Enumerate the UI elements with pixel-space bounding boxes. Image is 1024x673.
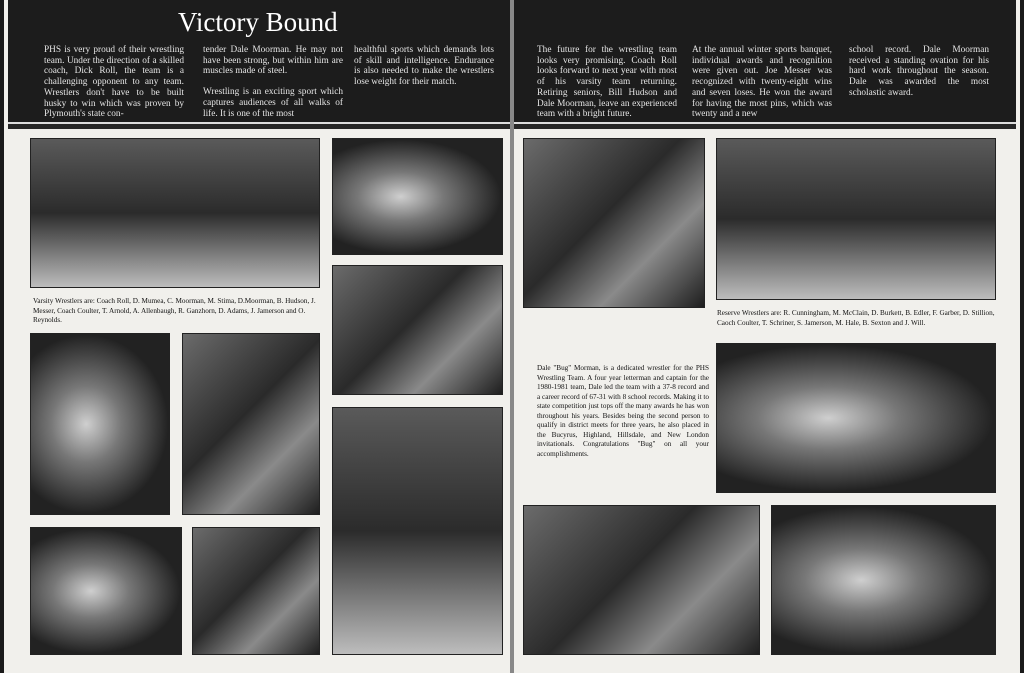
wrestling-photo	[771, 505, 996, 655]
wrestling-photo	[30, 527, 182, 655]
intro-paragraph: Wrestling is an exciting sport which captures audiences of all walks of life. It is one of the most	[203, 87, 343, 119]
intro-column-1: PHS is very proud of their wrestling team. Under the direction of a skilled coach, Dick Roll, the team is a challenging opponent to any team. Wrestlers don't have to be built husky to win which was proven by Plymouth's state con-	[44, 45, 184, 120]
reserve-caption: Reserve Wrestlers are: R. Cunningham, M. McClain, D. Burkett, B. Edler, F. Garber, D. Stillion, Caoch Coulter, T. Schriner, S. Jamerson, M. Hale, B. Sexton and J. Will.	[717, 309, 995, 327]
wrestling-photo	[192, 527, 320, 655]
wrestling-photo	[332, 407, 503, 655]
wrestling-photo	[182, 333, 320, 515]
dale-portrait-photo	[523, 138, 705, 308]
varsity-caption: Varsity Wrestlers are: Coach Roll, D. Mumea, C. Moorman, M. Stima, D.Moorman, B. Hudson, J. Messer, Coach Coulter, T. Arnold, A. Allenbaugh, R. Ganzhorn, D. Adams, J. Jamerson and O. Reynolds.	[33, 297, 316, 324]
reserve-team-photo	[716, 138, 996, 300]
varsity-team-photo	[30, 138, 320, 288]
summary-column-3: school record. Dale Moorman received a standing ovation for his hard work throughout the season. Dale was awarded the most scholastic award.	[849, 45, 989, 98]
right-header-rule	[514, 122, 1016, 129]
bench-photo	[332, 265, 503, 395]
left-header-rule	[8, 122, 510, 129]
summary-column-1: The future for the wrestling team looks very promising. Coach Roll looks forward to next year with most of his varsity team returning. Retiring seniors, Bill Hudson and Dale Moorman, leave an experienced team with a bright future.	[537, 45, 677, 120]
intro-column-3: healthful sports which demands lots of skill and intelligence. Endurance is also needed to make the wrestlers lose weight for their match.	[354, 45, 494, 88]
page-title: Victory Bound	[178, 7, 338, 37]
intro-paragraph: tender Dale Moorman. He may not have been strong, but within him are muscles made of steel.	[203, 45, 343, 77]
wrestling-photo	[523, 505, 760, 655]
summary-column-2: At the annual winter sports banquet, individual awards and recognition were given out. Joe Messer was recognized with twenty-eight wins and seven loses. He won the award for having the most pins, which was twenty and a new	[692, 45, 832, 120]
wrestling-photo	[30, 333, 170, 515]
wrestling-photo	[716, 343, 996, 493]
wrestling-photo	[332, 138, 503, 255]
intro-column-2	[203, 45, 343, 119]
dale-caption: Dale "Bug" Morman, is a dedicated wrestler for the PHS Wrestling Team. A four year letterman and captain for the 1980-1981 team, Dale led the team with a 37-8 record and a career record of 67-31 with 8 school records. Making it to state competition just tops off the many awards he has won throughout his years. Besides being the second person to qualify in district meets for three years, he also placed in the Bucyrus, Highland, Hillsdale, and New London invitationals. Congratulations "Bug" on all your accomplishments.	[537, 364, 709, 458]
